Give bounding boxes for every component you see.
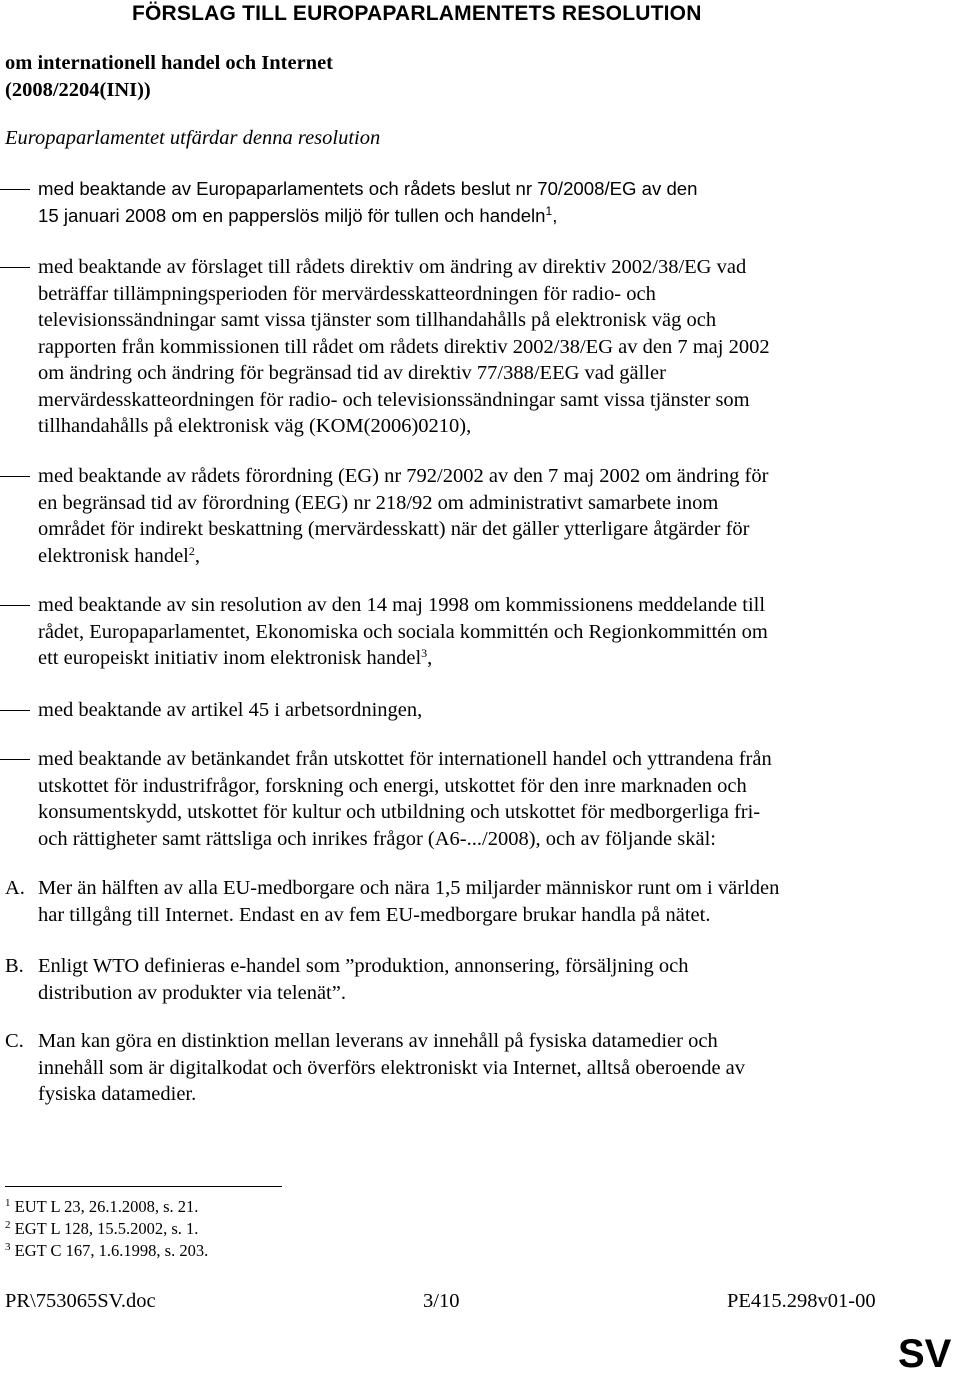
dash-bullet bbox=[0, 710, 30, 711]
citation-line: mervärdesskatteordningen för radio- och televisionssändningar samt vissa tjänster som bbox=[38, 388, 750, 411]
recital-line: innehåll som är digitalkodat och överförs elektroniskt via Internet, alltså oberoende av bbox=[38, 1056, 746, 1079]
recital-line: Enligt WTO definieras e-handel som ”produktion, annonsering, försäljning och bbox=[38, 955, 689, 977]
citation-line: med beaktande av förslaget till rådets direktiv om ändring av direktiv 2002/38/EG vad bbox=[38, 256, 747, 278]
footnote-text: EUT L 23, 26.1.2008, s. 21. bbox=[14, 1197, 199, 1216]
footnote-reference: 2 bbox=[188, 543, 195, 558]
footnote-reference: 1 bbox=[545, 203, 553, 218]
footnote bbox=[5, 1197, 198, 1217]
citation-line: rådet, Europaparlamentet, Ekonomiska och sociala kommittén och Regionkommittén om bbox=[38, 620, 768, 643]
citation-line: rapporten från kommissionen till rådet om rådets direktiv 2002/38/EG av den 7 maj 2002 bbox=[38, 335, 770, 358]
citation-line: med beaktande av sin resolution av den 14 maj 1998 om kommissionens meddelande till bbox=[38, 594, 766, 616]
citation-line: tillhandahålls på elektronisk väg (KOM(2006)0210), bbox=[38, 415, 472, 437]
language-code: SV bbox=[898, 1332, 952, 1376]
recital-label: A. bbox=[5, 877, 25, 899]
citation-line: med beaktande av Europaparlamentets och rådets beslut nr 70/2008/EG av den bbox=[38, 178, 698, 199]
citation-line: televisionssändningar samt vissa tjänster som tillhandahålls på elektronisk väg och bbox=[38, 309, 717, 331]
citation-line: området för indirekt beskattning (mervärdesskatt) när det gäller ytterligare åtgärder för bbox=[38, 518, 750, 540]
recital-label: B. bbox=[5, 955, 24, 977]
footnote-text: EGT L 128, 15.5.2002, s. 1. bbox=[14, 1219, 199, 1238]
dash-bullet bbox=[0, 189, 30, 190]
subtitle-line: om internationell handel och Internet bbox=[5, 52, 333, 74]
footer-doc-reference: PR\753065SV.doc bbox=[5, 1290, 156, 1312]
intro-statement: Europaparlamentet utfärdar denna resolution bbox=[5, 127, 381, 149]
footnote-separator bbox=[5, 1186, 282, 1187]
citation-line: en begränsad tid av förordning (EEG) nr 218/92 om administrativt samarbete inom bbox=[38, 491, 719, 514]
recital-line: Man kan göra en distinktion mellan leverans av innehåll på fysiska datamedier och bbox=[38, 1030, 718, 1052]
citation-line: med beaktande av betänkandet från utskottet för internationell handel och yttrandena från bbox=[38, 748, 772, 770]
footer-pe-reference: PE415.298v01-00 bbox=[727, 1290, 876, 1312]
procedure-reference: (2008/2204(INI)) bbox=[5, 79, 151, 101]
citation-line: utskottet för industrifrågor, forskning och energi, utskottet för den inre marknaden och bbox=[38, 774, 747, 797]
citation-line: med beaktande av rådets förordning (EG) nr 792/2002 av den 7 maj 2002 om ändring för bbox=[38, 465, 769, 487]
citation-line: konsumentskydd, utskottet för kultur och utbildning och utskottet för medborgerliga fri- bbox=[38, 801, 761, 823]
document-title: FÖRSLAG TILL EUROPAPARLAMENTETS RESOLUTION bbox=[132, 2, 702, 25]
citation-line: med beaktande av artikel 45 i arbetsordningen, bbox=[38, 699, 423, 721]
footnote bbox=[5, 1241, 208, 1261]
dash-bullet bbox=[0, 759, 30, 760]
footnote-number: 1 bbox=[5, 1197, 11, 1209]
recital-line: Mer än hälften av alla EU-medborgare och nära 1,5 miljarder människor runt om i världen bbox=[38, 877, 780, 899]
footer-page-number: 3/10 bbox=[423, 1290, 460, 1312]
dash-bullet bbox=[0, 476, 30, 477]
dash-bullet bbox=[0, 267, 30, 268]
citation-line: och rättigheter samt rättsliga och inrikes frågor (A6-.../2008), och av följande skäl: bbox=[38, 827, 716, 850]
footnote-number: 3 bbox=[5, 1241, 11, 1253]
citation-line: elektronisk handel$^2$, bbox=[38, 543, 200, 567]
document-subtitle bbox=[5, 50, 333, 104]
citation-line: 15 januari 2008 om en papperslös miljö för tullen och handeln$^1$, bbox=[38, 203, 558, 226]
recital-label: C. bbox=[5, 1030, 24, 1052]
citation-line: beträffar tillämpningsperioden för mervärdesskatteordningen för radio- och bbox=[38, 282, 656, 305]
dash-bullet bbox=[0, 605, 30, 606]
footnote bbox=[5, 1219, 198, 1239]
footnote-reference: 3 bbox=[421, 646, 428, 660]
recital-line: distribution av produkter via telenät”. bbox=[38, 981, 346, 1004]
citation-line: om ändring och ändring för begränsad tid av direktiv 77/388/EEG vad gäller bbox=[38, 362, 666, 384]
recital-line: har tillgång till Internet. Endast en av fem EU-medborgare brukar handla på nätet. bbox=[38, 903, 711, 926]
footnote-text: EGT C 167, 1.6.1998, s. 203. bbox=[14, 1241, 209, 1260]
citation-line: ett europeiskt initiativ inom elektronisk handel$^3$, bbox=[38, 646, 433, 669]
recital-line: fysiska datamedier. bbox=[38, 1083, 197, 1105]
footnote-number: 2 bbox=[5, 1219, 11, 1231]
